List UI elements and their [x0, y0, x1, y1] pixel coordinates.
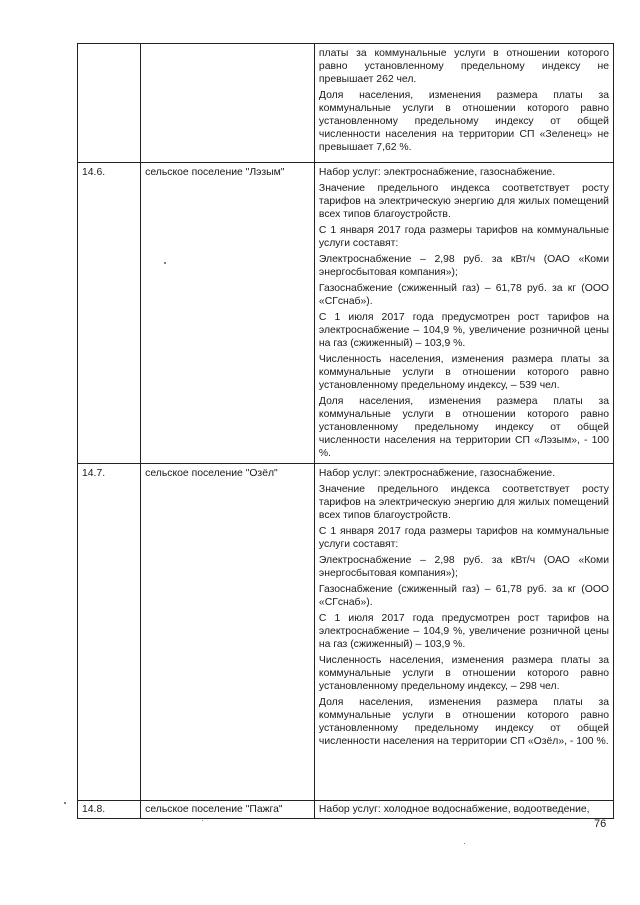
table-row: [78, 464, 614, 801]
table-row: [78, 801, 614, 819]
row-number: 14.7.: [78, 464, 141, 801]
row-number: 14.8.: [78, 801, 141, 819]
scan-speck: [464, 843, 465, 844]
description-cell: [314, 163, 613, 464]
description-cell: [314, 464, 613, 801]
description-paragraph: Газоснабжение (сжиженный газ) – 61,78 руб. за кг (ООО «СГснаб»).: [318, 283, 609, 307]
description-paragraph: С 1 июля 2017 года предусмотрен рост тарифов на электроснабжение – 104,9 %, увеличение розничной цены на газ (сжиженный) – 103,9 %.: [318, 312, 609, 349]
description-paragraph: платы за коммунальные услуги в отношении которого равно установленному предельному индексу не превышает 262 чел.: [318, 48, 609, 85]
page-number: 76: [594, 818, 607, 830]
description-paragraph: Численность населения, изменения размера платы за коммунальные услуги в отношении которого равно установленному предельному индексу, – 298 чел.: [318, 655, 609, 692]
description-paragraph: Доля населения, изменения размера платы за коммунальные услуги в отношении которого равно установленному предельному индексу от общей численности населения на территории СП «Зеленец» не превышает 7,62 %.: [318, 90, 609, 153]
description-paragraph: С 1 января 2017 года размеры тарифов на коммунальные услуги составят:: [318, 225, 609, 249]
description-paragraph: Набор услуг: электроснабжение, газоснабжение.: [318, 468, 556, 479]
description-paragraph: Численность населения, изменения размера платы за коммунальные услуги в отношении которого равно установленному предельному индексу, – 539 чел.: [318, 354, 609, 391]
table-row: [78, 163, 614, 464]
description-paragraph: С 1 января 2017 года размеры тарифов на коммунальные услуги составят:: [318, 526, 609, 550]
scan-speck: [64, 802, 66, 804]
description-paragraph: Электроснабжение – 2,98 руб. за кВт/ч (ОАО «Коми энергосбытовая компания»);: [318, 555, 609, 579]
settlement-name: сельское поселение "Пажга": [141, 801, 315, 819]
description-paragraph: Набор услуг: холодное водоснабжение, водоотведение,: [318, 804, 590, 815]
table-row: [78, 44, 614, 163]
description-paragraph: Доля населения, изменения размера платы за коммунальные услуги в отношении которого равно установленному предельному индексу от общей численности населения на территории СП «Лэзым», - 100 %.: [318, 396, 609, 459]
row-number: 14.6.: [78, 163, 141, 464]
settlement-name: [141, 44, 315, 163]
description-paragraph: Доля населения, изменения размера платы за коммунальные услуги в отношении которого равно установленному предельному индексу от общей численности населения на территории СП «Озёл», - 100 %.: [318, 697, 609, 747]
description-cell: [314, 801, 613, 819]
description-paragraph: Газоснабжение (сжиженный газ) – 61,78 руб. за кг (ООО «СГснаб»).: [318, 584, 609, 608]
settlement-name: сельское поселение "Лэзым": [141, 163, 315, 464]
description-cell: [314, 44, 613, 163]
scan-speck: [202, 820, 203, 821]
tariff-table: [77, 43, 614, 819]
description-paragraph: Набор услуг: электроснабжение, газоснабжение.: [318, 167, 556, 178]
description-paragraph: Электроснабжение – 2,98 руб. за кВт/ч (ОАО «Коми энергосбытовая компания»);: [318, 254, 609, 278]
description-paragraph: С 1 июля 2017 года предусмотрен рост тарифов на электроснабжение – 104,9 %, увеличение розничной цены на газ (сжиженный) – 103,9 %.: [318, 613, 609, 650]
settlement-name: сельское поселение "Озёл": [141, 464, 315, 801]
description-paragraph: Значение предельного индекса соответствует росту тарифов на электрическую энергию для жилых помещений всех типов благоустройств.: [318, 183, 609, 220]
row-number: [78, 44, 141, 163]
scan-speck: [164, 262, 166, 264]
description-paragraph: Значение предельного индекса соответствует росту тарифов на электрическую энергию для жилых помещений всех типов благоустройств.: [318, 484, 609, 521]
